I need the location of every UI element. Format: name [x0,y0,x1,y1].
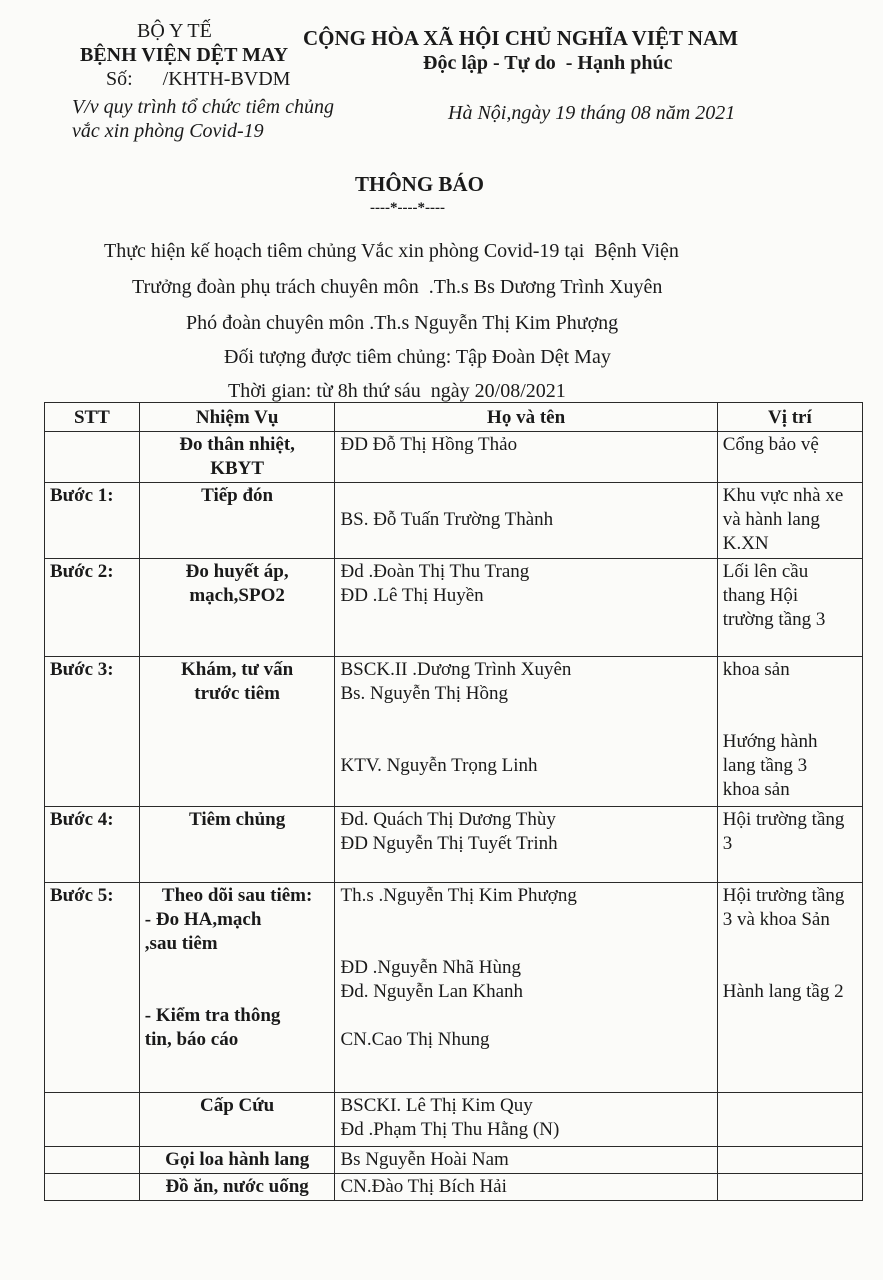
position-line: trường tầng 3 [722,609,826,630]
position-cell [717,807,862,883]
table-row [45,483,863,559]
names-cell [335,432,717,483]
position-line: Khu vực nhà xe [722,485,844,506]
task-cell [139,432,335,483]
task-cell [139,883,335,1093]
position-line: lang tầng 3 [722,755,808,776]
names-line: Bs. Nguyễn Thị Hồng [340,683,508,704]
step-cell [45,432,140,483]
names-line [340,730,711,754]
task-line: - Kiểm tra thông [144,1005,281,1026]
notice-line-plan: Thực hiện kế hoạch tiêm chủng Vắc xin phòng Covid-19 tại Bệnh Viện [104,240,679,262]
step-cell: Bước 1: [45,483,140,559]
names-line: Đd. Quách Thị Dương Thùy [340,809,556,830]
notice-line-target: Đối tượng được tiêm chủng: Tập Đoàn Dệt May [224,346,611,368]
subject-line-1: V/v quy trình tổ chức tiêm chủng [72,96,334,118]
task-line: Đo huyết áp, [185,561,289,582]
notice-line-time: Thời gian: từ 8h thứ sáu ngày 20/08/2021 [228,380,566,402]
vaccination-schedule-table [44,402,863,1201]
position-cell [717,1093,862,1147]
position-line [723,1148,857,1172]
task-cell [139,559,335,657]
national-motto: Độc lập - Tự do - Hạnh phúc [423,52,673,74]
position-line: và hành lang [722,509,820,530]
names-cell [335,559,717,657]
position-line: Hội trường tầng [722,809,845,830]
table-row [45,559,863,657]
position-line: khoa sản [722,779,790,800]
names-cell [335,1093,717,1147]
table-row [45,657,863,807]
position-line: thang Hội [722,585,799,606]
table-row [45,1174,863,1201]
names-line: BSCKI. Lê Thị Kim Quy [340,1095,533,1116]
names-line: ĐD .Lê Thị Huyền [340,585,484,606]
ministry-name: BỘ Y TẾ [137,20,212,42]
names-line: Đd .Đoàn Thị Thu Trang [340,561,530,582]
names-cell [335,657,717,807]
subject-line-2: vắc xin phòng Covid-19 [72,120,264,142]
names-line: CN.Đào Thị Bích Hải [340,1176,507,1197]
names-cell [335,1147,717,1174]
position-cell [717,657,862,807]
position-line: Cổng bảo vệ [722,434,819,455]
step-cell: Bước 5: [45,883,140,1093]
task-line: Đo thân nhiệt, [179,434,295,455]
hospital-name: BỆNH VIỆN DỆT MAY [80,44,289,66]
names-line: ĐD Nguyễn Thị Tuyết Trinh [340,833,558,854]
position-line: khoa sản [722,659,790,680]
task-line: Khám, tư vấn [181,659,294,680]
names-line [340,706,711,730]
position-line: 3 và khoa Sản [722,909,830,930]
table-body [45,432,863,1201]
issue-date: Hà Nội,ngày 19 tháng 08 năm 2021 [448,102,736,124]
position-line [723,1175,857,1199]
names-line: BSCK.II .Dương Trình Xuyên [340,659,572,680]
position-line [723,1094,857,1118]
step-cell [45,1174,140,1201]
names-cell [335,1174,717,1201]
position-cell [717,1147,862,1174]
task-line [145,956,330,980]
task-cell [139,1147,335,1174]
position-line: Hướng hành [722,731,818,752]
header-task: Nhiệm Vụ [139,403,335,432]
table-row [45,883,863,1093]
names-line: Đd. Nguyễn Lan Khanh [340,981,524,1002]
names-line [340,932,711,956]
names-line [340,1004,711,1028]
position-line: Lối lên cầu [722,561,809,582]
notice-line-leader: Trưởng đoàn phụ trách chuyên môn .Th.s Bs Dương Trình Xuyên [132,276,663,298]
position-line [723,956,857,980]
step-cell: Bước 4: [45,807,140,883]
names-cell [335,807,717,883]
header-stt: STT [45,403,140,432]
task-line: Theo dõi sau tiêm: [161,885,313,906]
names-cell [335,483,717,559]
position-line: K.XN [722,533,769,554]
names-line: CN.Cao Thị Nhung [340,1029,490,1050]
names-line: Th.s .Nguyễn Thị Kim Phượng [340,885,577,906]
task-cell [139,483,335,559]
step-cell [45,1147,140,1174]
task-cell [139,807,335,883]
step-cell: Bước 3: [45,657,140,807]
table-row [45,1093,863,1147]
task-line: Cấp Cứu [200,1095,275,1116]
task-cell [139,1093,335,1147]
task-line: trước tiêm [194,683,280,704]
task-line: tin, báo cáo [144,1029,239,1050]
notice-title: THÔNG BÁO [355,172,484,196]
names-line: ĐD Đỗ Thị Hồng Thảo [340,434,518,455]
task-line: ,sau tiêm [144,933,218,954]
header-name: Họ và tên [335,403,717,432]
position-cell [717,1174,862,1201]
names-line: ĐD .Nguyễn Nhã Hùng [340,957,521,978]
task-line [145,980,330,1004]
position-line: Hội trường tầng [722,885,845,906]
task-line: Đồ ăn, nước uống [165,1176,309,1197]
table-row [45,1147,863,1174]
task-line: - Đo HA,mạch [144,909,262,930]
country-name: CỘNG HÒA XÃ HỘI CHỦ NGHĨA VIỆT NAM [303,26,739,50]
task-line: mạch,SPO2 [189,585,285,606]
step-cell [45,1093,140,1147]
task-cell [139,1174,335,1201]
step-cell: Bước 2: [45,559,140,657]
position-cell [717,559,862,657]
position-cell [717,432,862,483]
task-line: Gọi loa hành lang [165,1149,310,1170]
position-line: 3 [722,833,733,854]
names-line: KTV. Nguyễn Trọng Linh [340,755,538,776]
task-line: Tiêm chủng [189,809,286,830]
position-line: Hành lang tầg 2 [722,981,844,1002]
document-number: Số: /KHTH-BVDM [106,68,291,90]
names-line [340,484,711,508]
header-position: Vị trí [717,403,862,432]
names-cell [335,883,717,1093]
position-line [723,932,857,956]
table-row [45,432,863,483]
position-cell [717,883,862,1093]
notice-divider: ----*----*---- [370,200,445,216]
notice-line-deputy: Phó đoàn chuyên môn .Th.s Nguyễn Thị Kim Phượng [186,312,619,334]
position-line [723,682,857,706]
table-row [45,807,863,883]
position-cell [717,483,862,559]
names-line: Đd .Phạm Thị Thu Hằng (N) [340,1119,560,1140]
table-header-row [45,403,863,432]
task-line: KBYT [210,458,265,479]
names-line: Bs Nguyễn Hoài Nam [340,1149,509,1170]
position-line [723,706,857,730]
names-line [340,908,711,932]
task-line: Tiếp đón [201,485,274,506]
names-line: BS. Đỗ Tuấn Trường Thành [340,509,554,530]
task-cell [139,657,335,807]
